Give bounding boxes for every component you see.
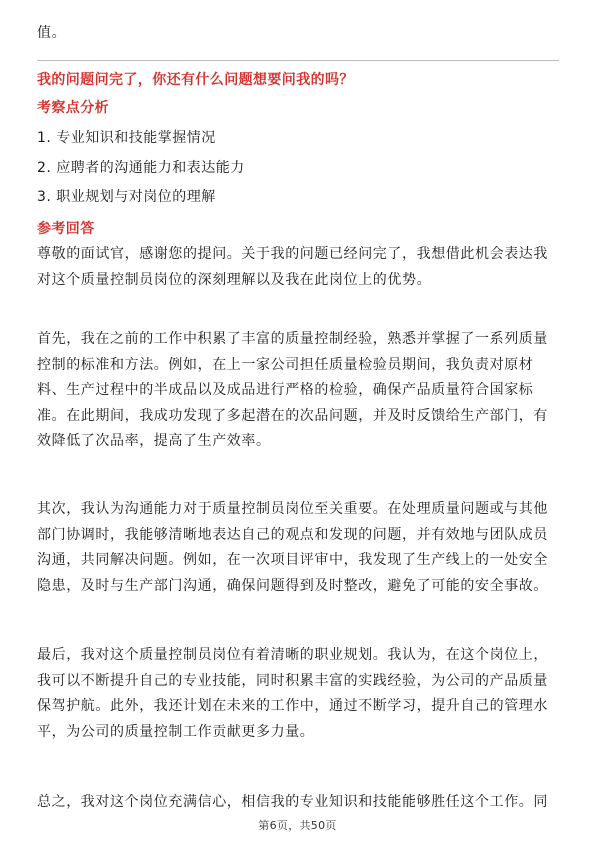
analysis-list — [37, 124, 245, 213]
answer-paragraph-third: 最后，我对这个质量控制员岗位有着清晰的职业规划。我认为，在这个岗位上，我可以不断提升自己的专业技能，同时积累丰富的实践经验，为公司的产品质量保驾护航。此外，我还计划在未来的工作中，通过不断学习，提升自己的管理水平，为公司的质量控制工作贡献更多力量。 — [37, 647, 548, 740]
answer-paragraph-first: 首先，我在之前的工作中积累了丰富的质量控制经验，熟悉并掌握了一系列质量控制的标准和方法。例如，在上一家公司担任质量检验员期间，我负责对原材料、生产过程中的半成品以及成品进行严格的检验，确保产品质量符合国家标准。在此期间，我成功发现了多起潜在的次品问题，并及时反馈给生产部门，有效降低了次品率，提高了生产效率。 — [37, 331, 548, 450]
answer-paragraph-second: 其次，我认为沟通能力对于质量控制员岗位至关重要。在处理质量问题或与其他部门协调时，我能够清晰地表达自己的观点和发现的问题，并有效地与团队成员沟通，共同解决问题。例如，在一次项目评审中，我发现了生产线上的一处安全隐患，及时与生产部门沟通，确保问题得到及时整改，避免了可能的安全事故。 — [37, 501, 548, 594]
analysis-heading: 考察点分析 — [37, 100, 109, 116]
interview-question: 我的问题问完了，你还有什么问题想要问我的吗？ — [37, 72, 354, 88]
list-item: 2. 应聘者的沟通能力和表达能力 — [37, 159, 245, 176]
section-divider — [37, 60, 559, 61]
page-number: 第6页，共50页 — [258, 819, 337, 832]
answer-heading: 参考回答 — [37, 221, 95, 237]
list-item: 3. 职业规划与对岗位的理解 — [37, 189, 216, 205]
answer-paragraph-conclusion: 总之，我对这个岗位充满信心，相信我的专业知识和技能能够胜任这个工作。同 — [37, 794, 548, 810]
list-item: 1. 专业知识和技能掌握情况 — [37, 130, 216, 146]
answer-paragraph-intro: 尊敬的面试官，感谢您的提问。关于我的问题已经问完了，我想借此机会表达我对这个质量控制员岗位的深刻理解以及我在此岗位上的优势。 — [37, 246, 548, 288]
continued-text: 值。 — [37, 25, 67, 41]
